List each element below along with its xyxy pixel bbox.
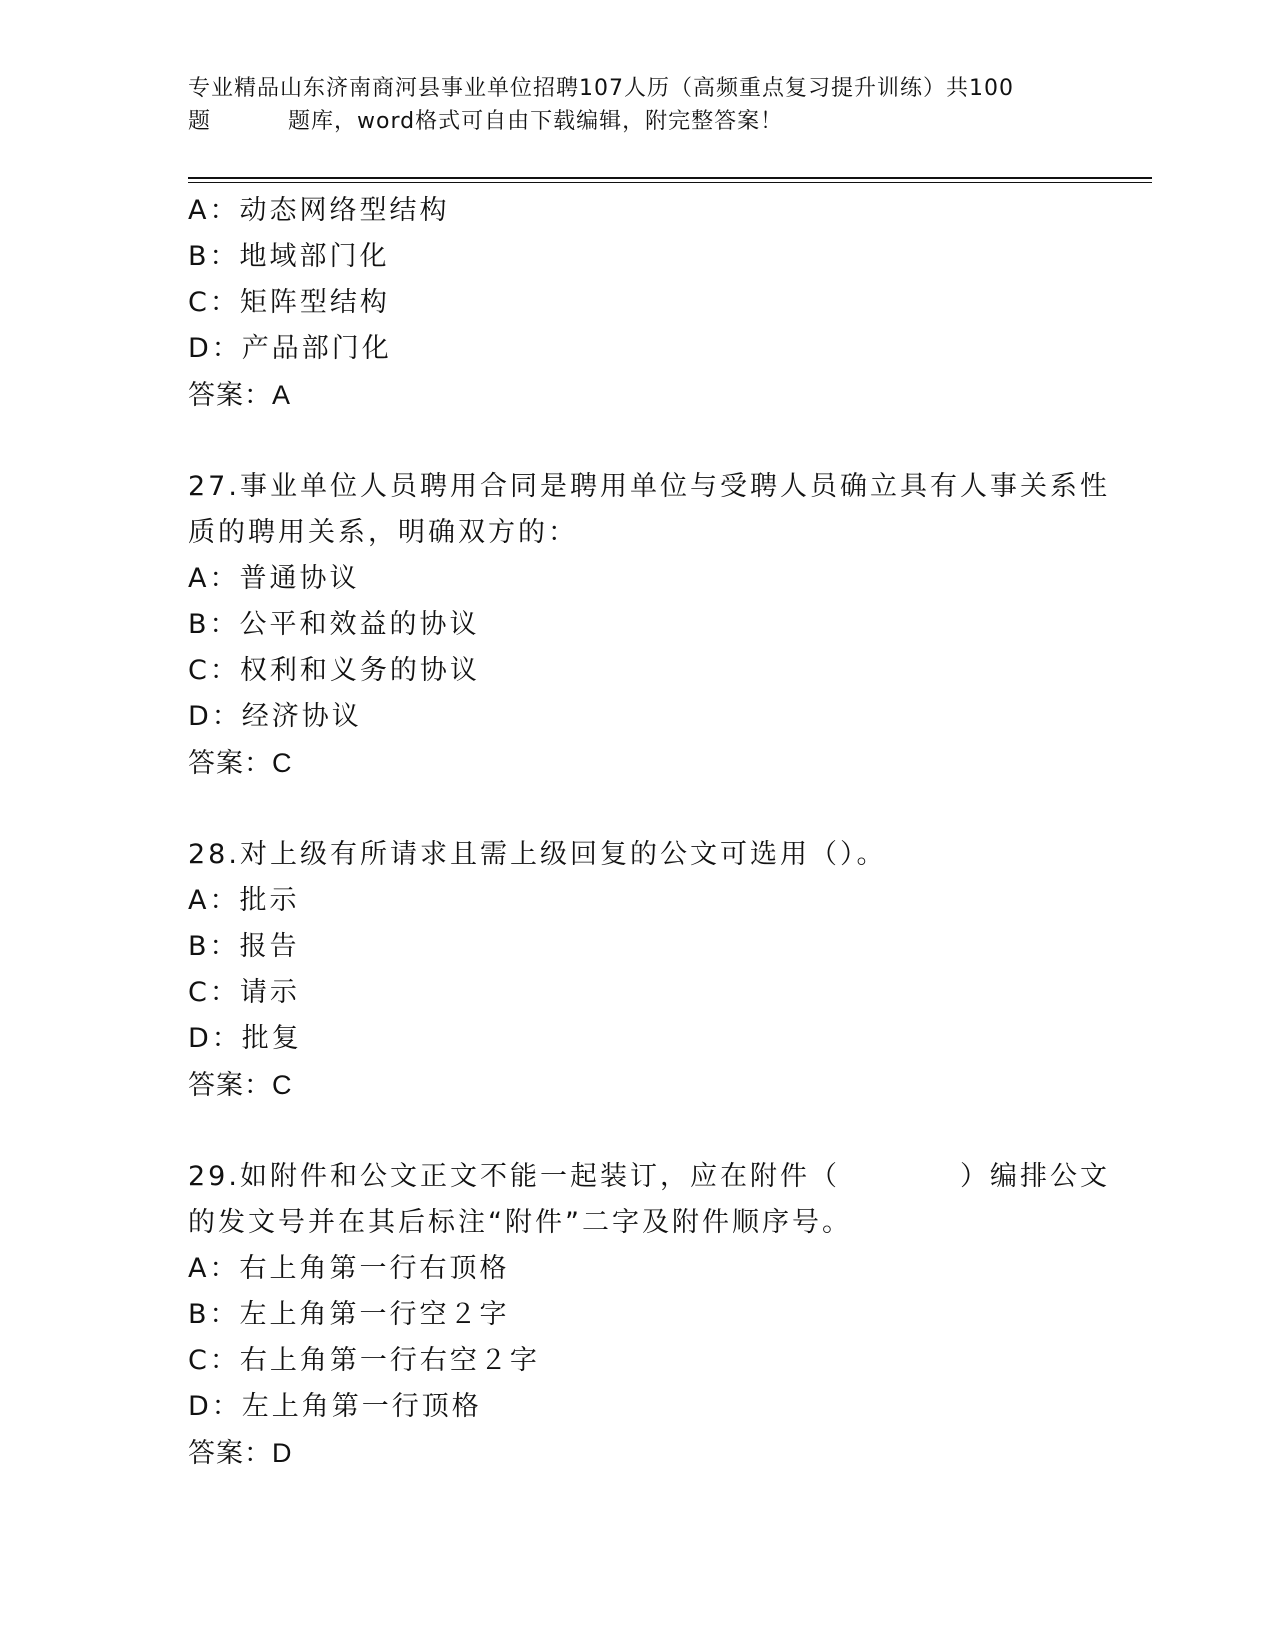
option-b: B：左上角第一行空２字 — [188, 1299, 510, 1330]
header-title-line1: 专业精品山东济南商河县事业单位招聘107人历（高频重点复习提升训练）共100 — [188, 76, 1014, 101]
header-divider-thin — [188, 182, 1152, 183]
question-27-block — [188, 464, 1110, 787]
option-d: D：左上角第一行顶格 — [188, 1391, 482, 1422]
answer-label: 答案： — [188, 1070, 272, 1101]
option-c: C：请示 — [188, 977, 300, 1008]
answer-value: A — [272, 380, 292, 410]
spacer — [188, 1109, 1088, 1154]
answer-line — [188, 372, 1088, 419]
header-title-line2-lead: 题 — [188, 109, 212, 134]
document-header — [188, 72, 1088, 138]
answer-value: C — [272, 748, 293, 778]
option-a: A：普通协议 — [188, 563, 360, 594]
answer-label: 答案： — [188, 1438, 272, 1469]
question-stem-line2: 质的聘用关系，明确双方的： — [188, 517, 578, 548]
option-d: D：批复 — [188, 1023, 302, 1054]
answer-line — [188, 1430, 1088, 1477]
option-b: B：报告 — [188, 931, 300, 962]
option-a: A：右上角第一行右顶格 — [188, 1253, 510, 1284]
question-stem-line1: 27.事业单位人员聘用合同是聘用单位与受聘人员确立具有人事关系性 — [188, 471, 1110, 502]
option-b: B：地域部门化 — [188, 241, 390, 272]
spacer — [188, 787, 1088, 832]
question-29-block — [188, 1154, 1110, 1477]
option-a: A：批示 — [188, 885, 300, 916]
option-c: C：右上角第一行右空２字 — [188, 1345, 540, 1376]
spacer — [188, 419, 1088, 464]
question-28-block — [188, 832, 1088, 1109]
option-c: C：矩阵型结构 — [188, 287, 390, 318]
question-stem-line1: 28.对上级有所请求且需上级回复的公文可选用（）。 — [188, 839, 887, 870]
answer-line — [188, 1062, 1088, 1109]
header-title-line2-rest: 题库，word格式可自由下载编辑，附完整答案！ — [288, 109, 784, 134]
question-26-block — [188, 188, 1088, 419]
option-d: D：产品部门化 — [188, 333, 392, 364]
answer-line — [188, 740, 1088, 787]
option-c: C：权利和义务的协议 — [188, 655, 480, 686]
option-a: A：动态网络型结构 — [188, 195, 450, 226]
question-stem-line2: 的发文号并在其后标注“附件”二字及附件顺序号。 — [188, 1207, 852, 1238]
option-b: B：公平和效益的协议 — [188, 609, 480, 640]
answer-value: C — [272, 1070, 293, 1100]
header-divider-thick — [188, 177, 1152, 179]
answer-value: D — [272, 1438, 293, 1468]
question-stem-line1: 29.如附件和公文正文不能一起装订，应在附件（ ）编排公文 — [188, 1161, 1110, 1192]
document-body — [188, 188, 1110, 1477]
header-title-line2 — [188, 105, 1088, 138]
option-d: D：经济协议 — [188, 701, 362, 732]
answer-label: 答案： — [188, 748, 272, 779]
answer-label: 答案： — [188, 380, 272, 411]
